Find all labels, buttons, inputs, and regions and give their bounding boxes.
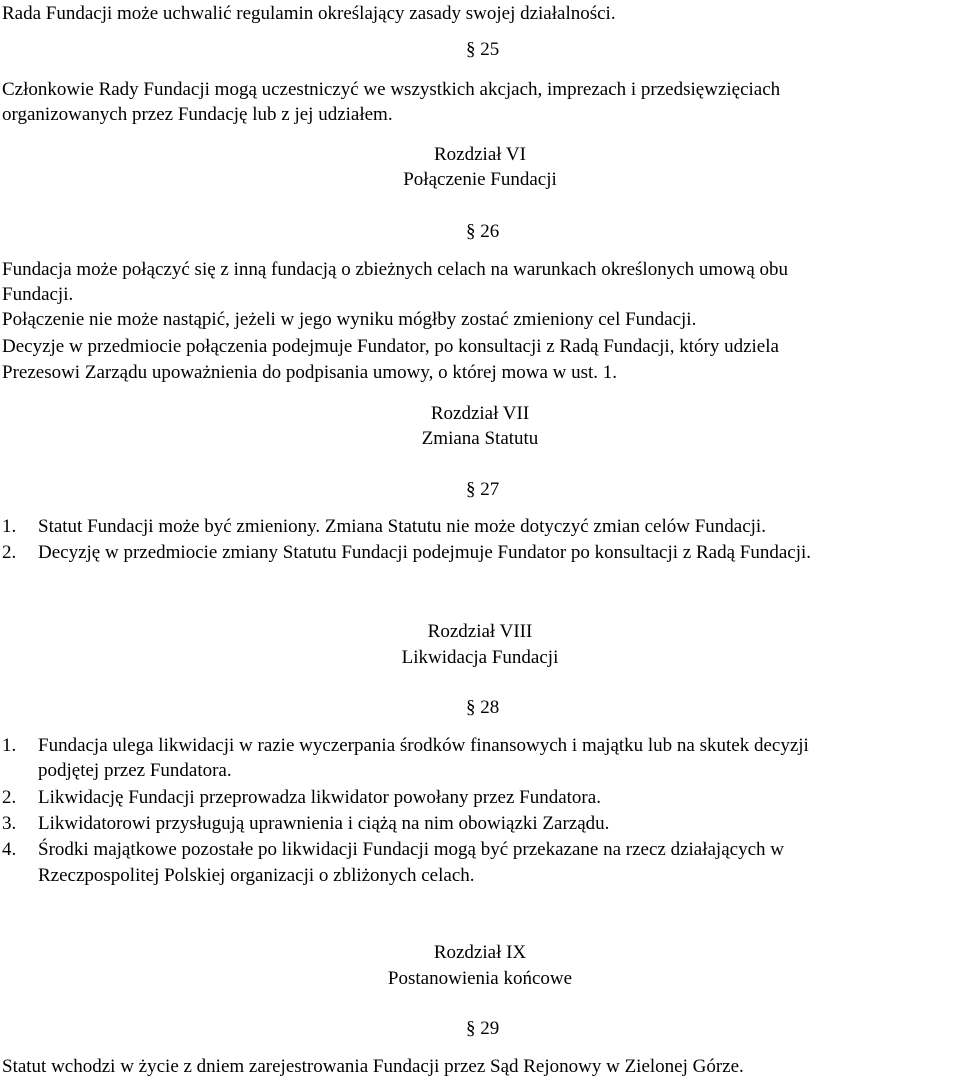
paragraph-28-item-2-number: 2. (2, 787, 17, 808)
paragraph-26-line-5: Prezesowi Zarządu upoważnienia do podpisania umowy, o której mowa w ust. 1. (2, 362, 618, 383)
paragraph-25-mark: § 25 (466, 39, 500, 60)
paragraph-26-line-4: Decyzje w przedmiocie połączenia podejmuje Fundator, po konsultacji z Radą Fundacji, który udziela (2, 336, 779, 357)
chapter-7-title: Rozdział VII (430, 403, 530, 424)
paragraph-26-line-1: Fundacja może połączyć się z inną fundacją o zbieżnych celach na warunkach określonych umową obu (2, 259, 789, 280)
chapter-7-subtitle: Zmiana Statutu (421, 428, 539, 449)
paragraph-28-item-3-number: 3. (2, 813, 17, 834)
intro-line: Rada Fundacji może uchwalić regulamin określający zasady swojej działalności. (2, 3, 616, 24)
paragraph-28-item-4-text-continued: Rzeczpospolitej Polskiej organizacji o zbliżonych celach. (38, 865, 475, 886)
paragraph-27-item-1-text: Statut Fundacji może być zmieniony. Zmiana Statutu nie może dotyczyć zmian celów Fundacji. (38, 516, 766, 537)
paragraph-26-line-2: Fundacji. (2, 284, 74, 305)
chapter-8-subtitle: Likwidacja Fundacji (401, 647, 559, 668)
paragraph-28-item-4-text: Środki majątkowe pozostałe po likwidacji Fundacji mogą być przekazane na rzecz działających w (38, 839, 784, 860)
paragraph-25-line-1: Członkowie Rady Fundacji mogą uczestniczyć we wszystkich akcjach, imprezach i przedsięwzięciach (2, 79, 781, 100)
paragraph-28-item-2-text: Likwidację Fundacji przeprowadza likwidator powołany przez Fundatora. (38, 787, 601, 808)
paragraph-25-line-2: organizowanych przez Fundację lub z jej udziałem. (2, 104, 393, 125)
chapter-8-title: Rozdział VIII (427, 621, 533, 642)
paragraph-28-item-1-text: Fundacja ulega likwidacji w razie wyczerpania środków finansowych i majątku lub na skutek decyzji (38, 735, 809, 756)
paragraph-28-mark: § 28 (466, 697, 500, 718)
paragraph-28-item-3-text: Likwidatorowi przysługują uprawnienia i ciążą na nim obowiązki Zarządu. (38, 813, 610, 834)
paragraph-27-item-1-number: 1. (2, 516, 17, 537)
paragraph-28-item-1-number: 1. (2, 735, 17, 756)
paragraph-27-item-2-text: Decyzję w przedmiocie zmiany Statutu Fundacji podejmuje Fundator po konsultacji z Radą Fundacji. (38, 542, 811, 563)
paragraph-28-item-4-number: 4. (2, 839, 17, 860)
paragraph-27-item-2-number: 2. (2, 542, 17, 563)
paragraph-29-line-1: Statut wchodzi w życie z dniem zarejestrowania Fundacji przez Sąd Rejonowy w Zielonej Górze. (2, 1056, 744, 1077)
chapter-9-title: Rozdział IX (433, 942, 527, 963)
paragraph-26-line-3: Połączenie nie może nastąpić, jeżeli w jego wyniku mógłby zostać zmieniony cel Fundacji. (2, 309, 697, 330)
paragraph-27-mark: § 27 (466, 479, 500, 500)
chapter-9-subtitle: Postanowienia końcowe (387, 968, 573, 989)
chapter-6-subtitle: Połączenie Fundacji (403, 169, 557, 190)
paragraph-29-mark: § 29 (466, 1018, 500, 1039)
paragraph-26-mark: § 26 (466, 221, 500, 242)
chapter-6-title: Rozdział VI (434, 144, 526, 165)
paragraph-28-item-1-text-continued: podjętej przez Fundatora. (38, 760, 232, 781)
